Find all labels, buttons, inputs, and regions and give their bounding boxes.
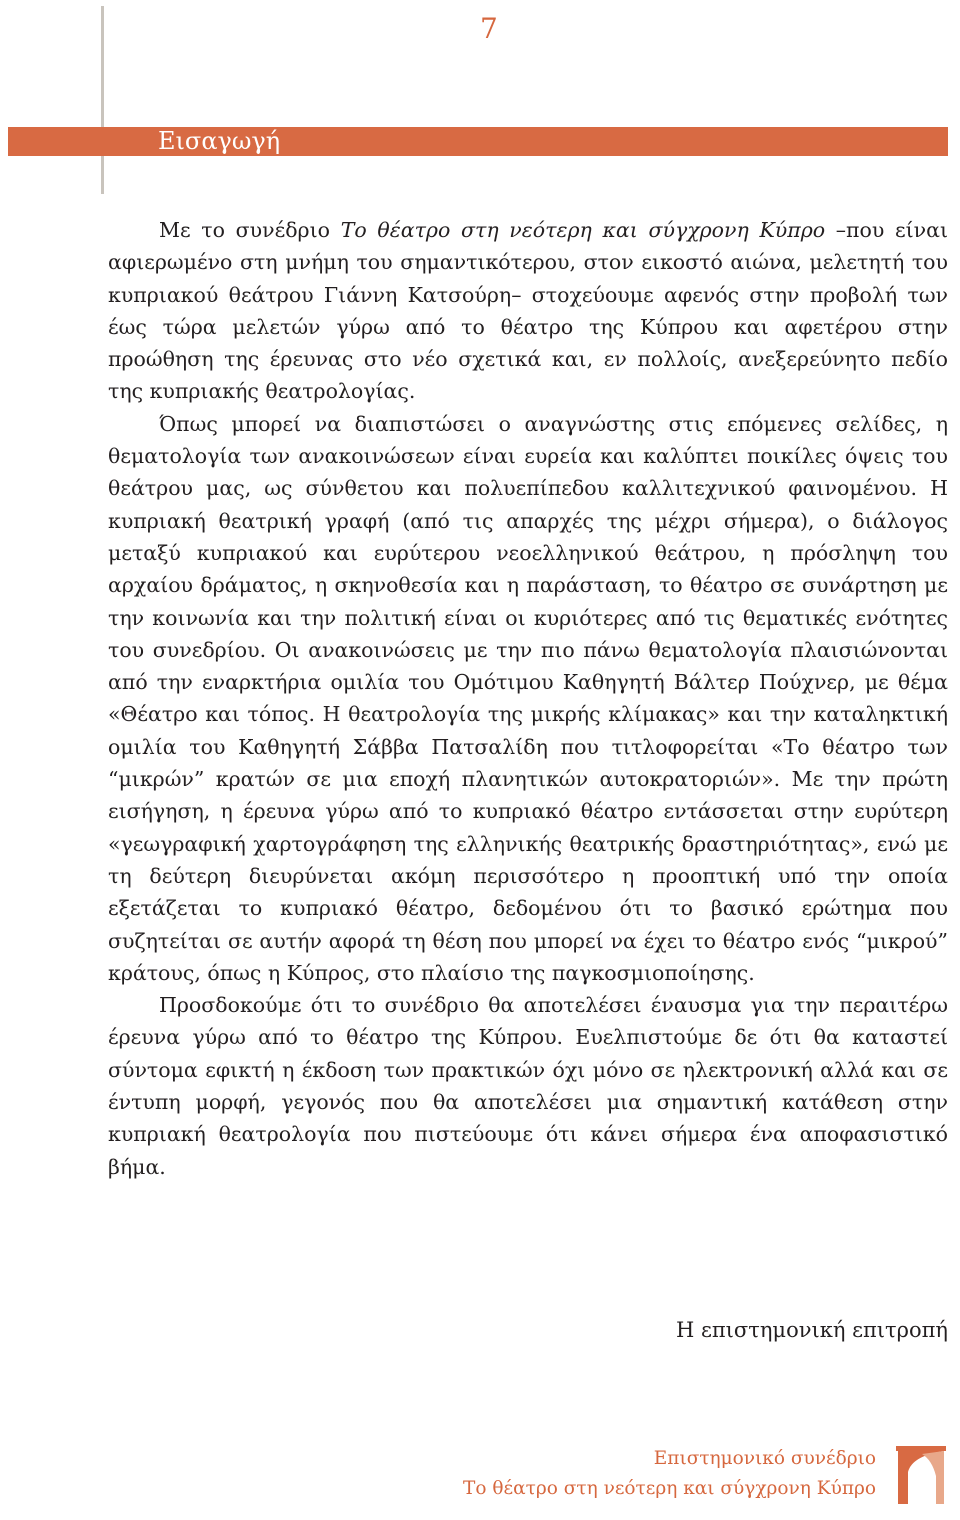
text-segment: Προσδοκούμε ότι το συνέδριο θα αποτελέσει έναυσμα για την περαιτέρω έρευνα γύρω από το θέατρο της Κύπρου. Ευελπιστούμε δε ότι θα καταστεί σύντομα εφικτή η έκδοση των πρακτικών όχι μόνο σε ηλεκτρονική αλλά και σε έντυπη μορφή, γεγονός που θα αποτελέσει μια σημαντική κατάθεση στην κυπριακή θεατρολογία που πιστεύουμε ότι κάνει σήμερα ένα αποφασιστικό βήμα. xyxy=(108,993,948,1179)
text-segment: Με το συνέδριο xyxy=(159,218,341,242)
running-footer xyxy=(463,1444,876,1504)
text-segment: Όπως μπορεί να διαπιστώσει ο αναγνώστης στις επόμενες σελίδες, η θεματολογία των ανακοινώσεων είναι ευρεία και καλύπτει ποικίλες όψεις του θεάτρου μας, ως σύνθετου και πολυεπίπεδου καλλιτεχνικού φαινομένου. Η κυπριακή θεατρική γραφή (από τις απαρχές της μέχρι σήμερα), ο διάλογος μεταξύ κυπριακού και ευρύτερου νεοελληνικού θεάτρου, η πρόσληψη του αρχαίου δράματος, η σκηνοθεσία και η παράσταση, το θέατρο σε συνάρτηση με την κοινωνία και την πολιτική είναι οι κυριότερες από τις θεματικές ενότητες του συνεδρίου. Οι ανακοινώσεις με την πιο πάνω θεματολογία πλαισιώνονται από την εναρκτήρια ομιλία του Ομότιμου Καθηγητή Βάλτερ Πούχνερ, με θέμα «Θέατρο και τόπος. Η θεατρολογία της μικρής κλίμακας» και την καταληκτική ομιλία του Καθηγητή Σάββα Πατσαλίδη που τιτλοφορείται «Το θέατρο των “μικρών” κρατών σε μια εποχή πλανητικών αυτοκρατοριών». Με την πρώτη εισήγηση, η έρευνα γύρω από το κυπριακό θέατρο εντάσσεται στην ευρύτερη «γεωγραφική χαρτογράφηση της ελληνικής θεατρικής δραστηριότητας», ενώ με τη δεύτερη διευρύνεται ακόμη περισσότερο η προοπτική υπό την οποία εξετάζεται το κυπριακό θέατρο, δεδομένου ότι το βασικό ερώτημα που συζητείται σε αυτήν αφορά τη θέση που μπορεί να έχει το θέατρο ενός “μικρού” κράτους, όπως η Κύπρος, στο πλαίσιο της παγκοσμιοποίησης. xyxy=(108,411,948,985)
conference-title-italic: Το θέατρο στη νεότερη και σύγχρονη Κύπρο xyxy=(340,218,826,242)
footer-line-conference: Επιστημονικό συνέδριο xyxy=(653,1448,876,1469)
signature: Η επιστημονική επιτροπή xyxy=(675,1318,948,1342)
page-number: 7 xyxy=(480,12,498,45)
body-text xyxy=(108,214,948,1183)
theatre-curtain-logo-icon xyxy=(892,1442,950,1508)
section-title: Εισαγωγή xyxy=(158,127,281,155)
text-segment: –που είναι αφιερωμένο στη μνήμη του σημαντικότερου, στον εικοστό αιώνα, μελετητή του κυπριακού θεάτρου Γιάννη Κατσούρη– στοχεύουμε αφενός στην προβολή των έως τώρα μελετών γύρω από το θέατρο της Κύπρου και αφετέρου στην προώθηση της έρευνας στο νέο σχετικά και, εν πολλοίς, ανεξερεύνητο πεδίο της κυπριακής θεατρολογίας. xyxy=(108,218,949,404)
section-header-band xyxy=(8,127,948,156)
footer-line-title: Το θέατρο στη νεότερη και σύγχρονη Κύπρο xyxy=(463,1478,876,1499)
paragraph-closing xyxy=(108,989,948,1183)
paragraph-intro xyxy=(108,214,948,408)
margin-rule xyxy=(101,6,104,194)
paragraph-themes xyxy=(108,408,948,989)
